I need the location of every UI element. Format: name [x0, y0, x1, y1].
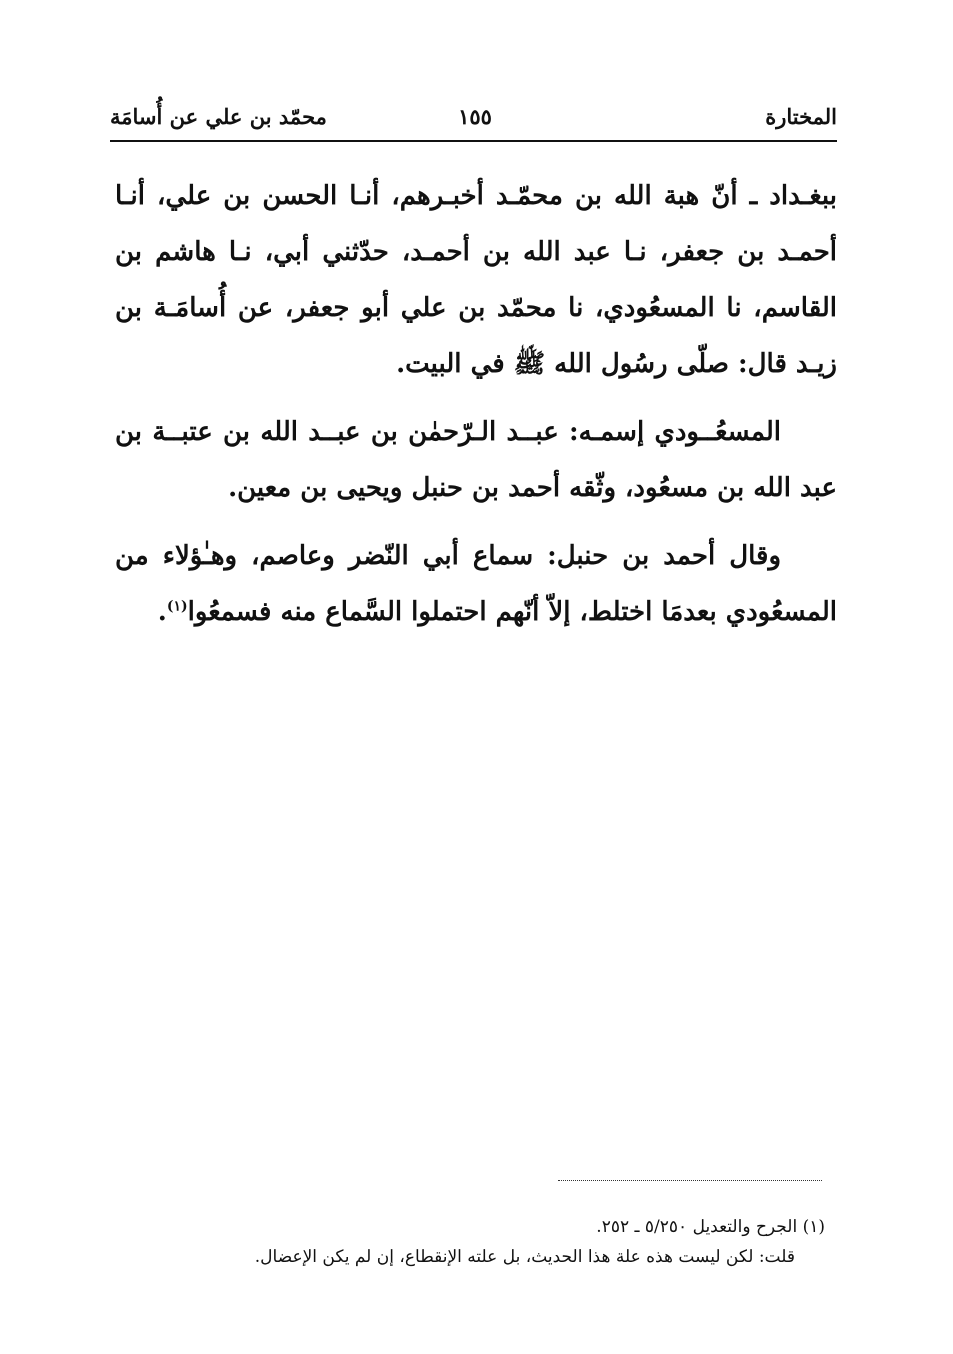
footnotes: [115, 1212, 825, 1272]
final-period: .: [157, 597, 167, 627]
paragraph-masudi-name: المسعُــودي إسمـه: عبــد الـرّحمٰن بن عبــد الله بن عتبــة بن عبد الله بن مسعُود، وثّقه أحمد بن حنبل ويحيى بن معين.: [115, 417, 837, 503]
page-header: [110, 98, 837, 138]
footnote-1-comment: قلت: لكن ليست هذه علة هذا الحديث، بل علته الإنقطاع، إن لم يكن الإعضال.: [254, 1247, 795, 1267]
footnote-reference: (١): [166, 598, 188, 615]
paragraph-isnad: ببغـداد ـ أنّ هبة الله بن محمّـد أخبـرهم، أنـا الحسن بن علي، أنـا أحمـد بن جعفر، نـا عبد الله بن أحمـد، حدّثني أبي، نـا هاشم بن القاسم، نا المسعُودي، نا محمّد بن علي أبو جعفر، عن أُسامَـة بن زيـد قال: صلّى رسُول الله ﷺ في البيت.: [115, 181, 837, 379]
footnote-divider: [558, 1180, 822, 1181]
book-title: المختارة: [765, 104, 837, 129]
page-number: ١٥٥: [458, 104, 492, 129]
footnote-1: (١) الجرح والتعديل ٥/٢٥٠ ـ ٢٥٢.: [596, 1217, 825, 1237]
paragraph-ahmad-statement: [115, 528, 837, 640]
header-divider: [110, 140, 837, 142]
main-text: [115, 168, 837, 652]
paragraph-ahmad-text: وقال أحمد بن حنبل: سماع أبي النّضر وعاصم، وهـٰؤلاء من المسعُودي بعدمَا اختلط، إلاّ أنّهم احتملوا السَّماع منه فسمعُوا: [115, 541, 837, 627]
chapter-title: محمّد بن علي عن أُسامَة: [110, 104, 327, 129]
